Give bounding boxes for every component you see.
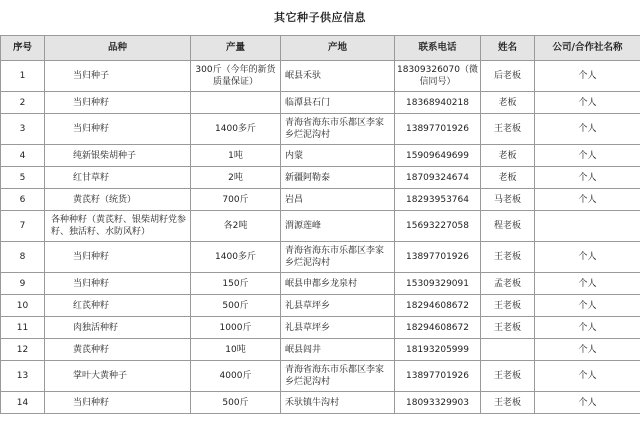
table-row <box>1 114 640 145</box>
cell-variety: 当归种籽 <box>45 242 191 273</box>
cell-phone: 18294608672 <box>395 295 481 317</box>
cell-name: 王老板 <box>481 295 535 317</box>
cell-no: 5 <box>1 167 45 189</box>
cell-yield: 500斤 <box>191 295 281 317</box>
cell-yield: 1吨 <box>191 145 281 167</box>
cell-name: 程老板 <box>481 211 535 242</box>
cell-no: 10 <box>1 295 45 317</box>
table-row <box>1 61 640 92</box>
cell-yield: 各2吨 <box>191 211 281 242</box>
table-row <box>1 295 640 317</box>
cell-no: 13 <box>1 361 45 392</box>
cell-variety: 当归种籽 <box>45 273 191 295</box>
cell-no: 4 <box>1 145 45 167</box>
col-header-company: 公司/合作社名称 <box>535 36 640 61</box>
page-title: 其它种子供应信息 <box>274 11 366 24</box>
cell-variety: 黄芪籽（统货） <box>45 189 191 211</box>
cell-name: 孟老板 <box>481 273 535 295</box>
cell-company <box>535 211 640 242</box>
col-header-no: 序号 <box>1 36 45 61</box>
cell-origin: 礼县草坪乡 <box>281 295 395 317</box>
cell-variety: 肉独活种籽 <box>45 317 191 339</box>
cell-origin: 内蒙 <box>281 145 395 167</box>
col-header-name: 姓名 <box>481 36 535 61</box>
cell-company: 个人 <box>535 339 640 361</box>
cell-company: 个人 <box>535 392 640 414</box>
cell-variety: 红芪种籽 <box>45 295 191 317</box>
cell-variety: 红甘草籽 <box>45 167 191 189</box>
cell-phone: 18294608672 <box>395 317 481 339</box>
cell-phone: 13897701926 <box>395 361 481 392</box>
cell-no: 8 <box>1 242 45 273</box>
supply-table <box>0 35 640 414</box>
cell-yield: 4000斤 <box>191 361 281 392</box>
table-row <box>1 339 640 361</box>
cell-yield: 1400多斤 <box>191 242 281 273</box>
cell-phone: 15909649699 <box>395 145 481 167</box>
cell-company: 个人 <box>535 361 640 392</box>
cell-yield: 300斤（今年的新货质量保证） <box>191 61 281 92</box>
cell-origin: 岷县禾驮 <box>281 61 395 92</box>
cell-phone: 18293953764 <box>395 189 481 211</box>
cell-origin: 临潭县石门 <box>281 92 395 114</box>
table-row <box>1 145 640 167</box>
cell-origin: 礼县草坪乡 <box>281 317 395 339</box>
cell-name: 王老板 <box>481 392 535 414</box>
table-row <box>1 392 640 414</box>
cell-variety: 黄芪种籽 <box>45 339 191 361</box>
table-row <box>1 211 640 242</box>
cell-company: 个人 <box>535 317 640 339</box>
cell-variety: 当归种籽 <box>45 114 191 145</box>
cell-phone: 18368940218 <box>395 92 481 114</box>
cell-name <box>481 339 535 361</box>
cell-no: 1 <box>1 61 45 92</box>
col-header-phone: 联系电话 <box>395 36 481 61</box>
cell-variety: 掌叶大黄种子 <box>45 361 191 392</box>
cell-variety: 当归种籽 <box>45 392 191 414</box>
cell-yield: 500斤 <box>191 392 281 414</box>
cell-origin: 青海省海东市乐都区李家乡烂泥沟村 <box>281 361 395 392</box>
header-row <box>1 36 640 61</box>
cell-name: 老板 <box>481 145 535 167</box>
cell-company: 个人 <box>535 189 640 211</box>
cell-no: 11 <box>1 317 45 339</box>
cell-no: 12 <box>1 339 45 361</box>
cell-no: 3 <box>1 114 45 145</box>
cell-name: 王老板 <box>481 242 535 273</box>
cell-origin: 岷县申都乡龙泉村 <box>281 273 395 295</box>
cell-company: 个人 <box>535 273 640 295</box>
cell-phone: 13897701926 <box>395 114 481 145</box>
cell-company: 个人 <box>535 242 640 273</box>
cell-no: 2 <box>1 92 45 114</box>
cell-no: 14 <box>1 392 45 414</box>
cell-origin: 禾驮镇牛沟村 <box>281 392 395 414</box>
cell-no: 9 <box>1 273 45 295</box>
cell-phone: 13897701926 <box>395 242 481 273</box>
table-row <box>1 242 640 273</box>
cell-origin: 新疆阿勒泰 <box>281 167 395 189</box>
cell-phone: 18093329903 <box>395 392 481 414</box>
cell-name: 王老板 <box>481 114 535 145</box>
table-row <box>1 92 640 114</box>
table-row <box>1 189 640 211</box>
cell-name: 老板 <box>481 92 535 114</box>
cell-yield <box>191 92 281 114</box>
cell-name: 王老板 <box>481 317 535 339</box>
cell-phone: 15309329091 <box>395 273 481 295</box>
table-row <box>1 167 640 189</box>
cell-phone: 18709324674 <box>395 167 481 189</box>
cell-origin: 岩昌 <box>281 189 395 211</box>
cell-name: 王老板 <box>481 361 535 392</box>
cell-yield: 1400多斤 <box>191 114 281 145</box>
cell-yield: 700斤 <box>191 189 281 211</box>
cell-company: 个人 <box>535 167 640 189</box>
cell-company: 个人 <box>535 92 640 114</box>
col-header-origin: 产地 <box>281 36 395 61</box>
cell-origin: 渭源莲峰 <box>281 211 395 242</box>
cell-variety: 当归种子 <box>45 61 191 92</box>
table-row <box>1 273 640 295</box>
cell-yield: 2吨 <box>191 167 281 189</box>
cell-phone: 15693227058 <box>395 211 481 242</box>
cell-phone: 18193205999 <box>395 339 481 361</box>
cell-yield: 1000斤 <box>191 317 281 339</box>
cell-company: 个人 <box>535 145 640 167</box>
cell-company: 个人 <box>535 114 640 145</box>
cell-name: 老板 <box>481 167 535 189</box>
cell-origin: 岷县闾井 <box>281 339 395 361</box>
cell-company: 个人 <box>535 295 640 317</box>
cell-origin: 青海省海东市乐都区李家乡烂泥沟村 <box>281 114 395 145</box>
col-header-variety: 品种 <box>45 36 191 61</box>
cell-name: 后老板 <box>481 61 535 92</box>
cell-phone: 18309326070（微信同号） <box>395 61 481 92</box>
cell-origin: 青海省海东市乐都区李家乡烂泥沟村 <box>281 242 395 273</box>
cell-no: 7 <box>1 211 45 242</box>
cell-name: 马老板 <box>481 189 535 211</box>
table-row <box>1 317 640 339</box>
cell-company: 个人 <box>535 61 640 92</box>
table-row <box>1 361 640 392</box>
cell-variety: 当归种籽 <box>45 92 191 114</box>
cell-variety: 各种种籽（黄芪籽、银柴胡籽党参籽、独活籽、水防风籽） <box>45 211 191 242</box>
cell-yield: 10吨 <box>191 339 281 361</box>
cell-no: 6 <box>1 189 45 211</box>
cell-yield: 150斤 <box>191 273 281 295</box>
col-header-yield: 产量 <box>191 36 281 61</box>
cell-variety: 纯新银柴胡种子 <box>45 145 191 167</box>
